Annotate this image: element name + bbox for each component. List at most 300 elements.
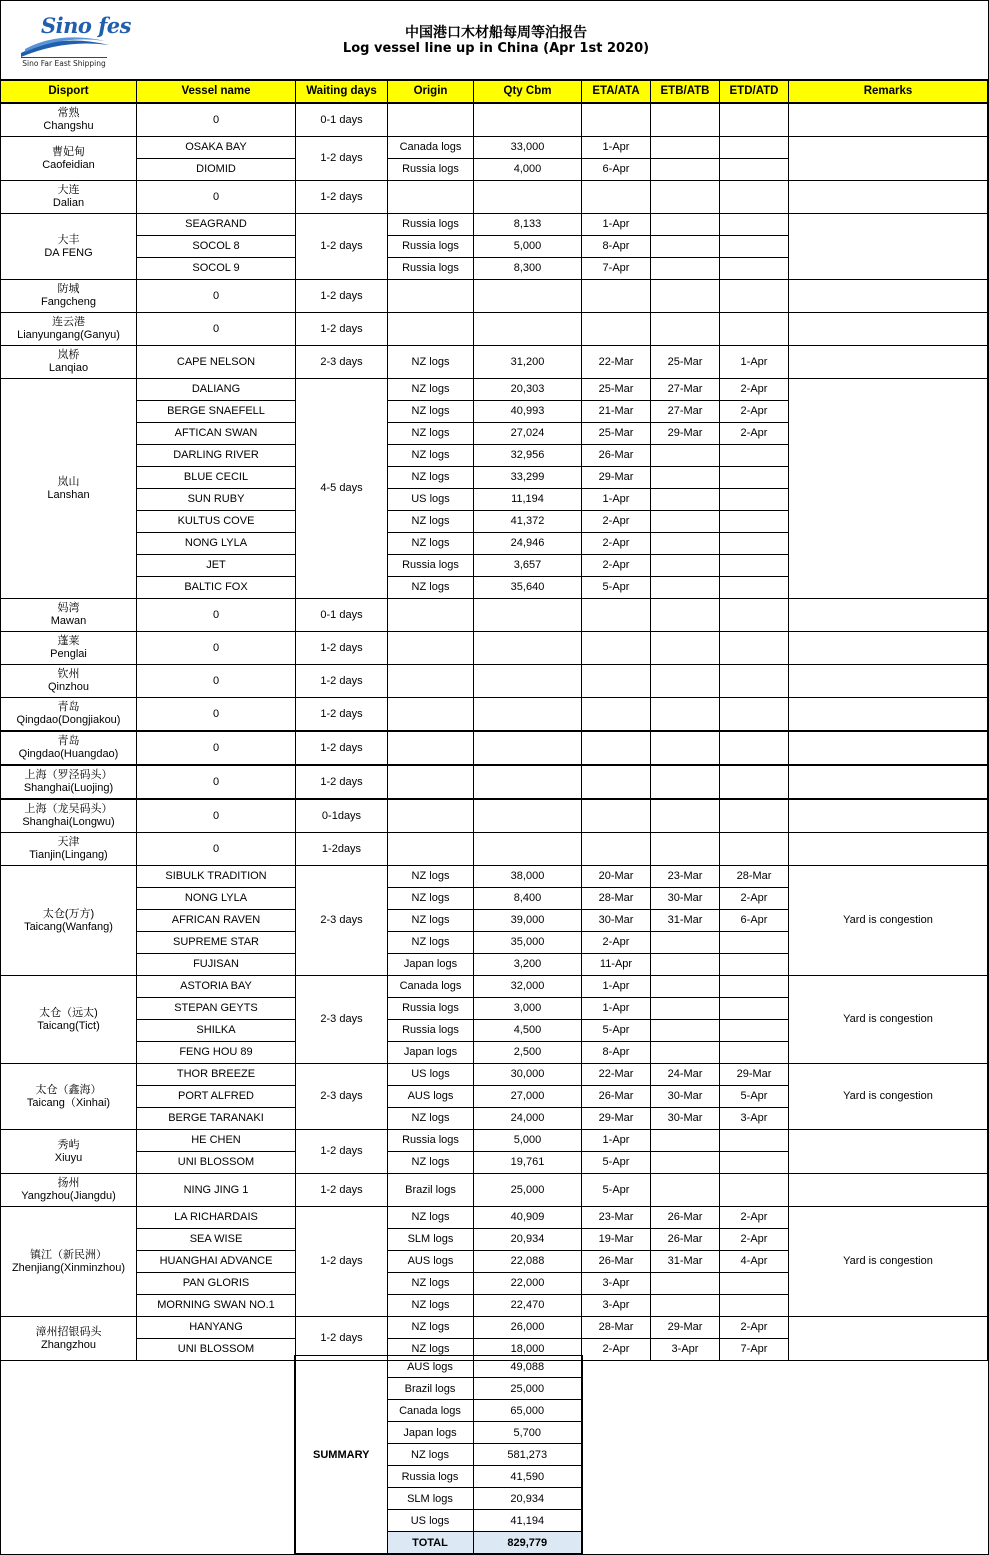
etb-cell: 27-Mar (651, 379, 720, 401)
etd-cell (720, 313, 789, 346)
eta-cell: 7-Apr (582, 258, 651, 280)
etd-cell (720, 632, 789, 665)
disport-name-cn: 大丰 (57, 233, 80, 246)
etd-cell: 5-Apr (720, 1086, 789, 1108)
qty-cell (474, 103, 582, 137)
vessel-name-cell: NING JING 1 (137, 1174, 296, 1207)
etb-cell: 30-Mar (651, 1108, 720, 1130)
eta-cell: 8-Apr (582, 236, 651, 258)
disport-name-en: Yangzhou(Jiangdu) (21, 1190, 116, 1202)
logo-subtitle: Sino Far East Shipping (22, 59, 106, 68)
waiting-days-cell: 1-2 days (296, 280, 388, 313)
vessel-name-cell: PORT ALFRED (137, 1086, 296, 1108)
disport-cell (1, 1064, 137, 1130)
table-row (1, 833, 988, 866)
etd-cell: 2-Apr (720, 1229, 789, 1251)
qty-cell: 26,000 (474, 1317, 582, 1339)
qty-cell (474, 632, 582, 665)
etb-cell (651, 159, 720, 181)
waiting-days-cell: 2-3 days (296, 866, 388, 976)
table-row (1, 103, 988, 137)
eta-cell (582, 632, 651, 665)
disport-name-en: Zhangzhou (40, 1338, 97, 1351)
origin-cell: NZ logs (388, 379, 474, 401)
origin-cell: NZ logs (388, 511, 474, 533)
etb-cell (651, 665, 720, 698)
etd-cell: 2-Apr (720, 1207, 789, 1229)
disport-name-en: Taicang(Wanfang) (24, 920, 113, 933)
vessel-name-cell: SUPREME STAR (137, 932, 296, 954)
etb-cell: 30-Mar (651, 1086, 720, 1108)
etb-cell (651, 181, 720, 214)
etd-cell (720, 137, 789, 159)
waiting-days-cell: 1-2 days (296, 1174, 388, 1207)
table-row (1, 799, 988, 833)
disport-name-cn: 上海（龙吴码头） (24, 803, 113, 815)
etb-cell (651, 1020, 720, 1042)
remarks-cell: Yard is congestion (789, 866, 988, 976)
vessel-name-cell: PAN GLORIS (137, 1273, 296, 1295)
qty-cell: 41,372 (474, 511, 582, 533)
qty-cell: 2,500 (474, 1042, 582, 1064)
summary-qty: 49,088 (473, 1356, 582, 1378)
etd-cell (720, 731, 789, 765)
qty-cell: 8,300 (474, 258, 582, 280)
summary-table (294, 1355, 583, 1555)
disport-cell (1, 731, 137, 765)
disport-cell (1, 1207, 137, 1317)
eta-cell (582, 599, 651, 632)
origin-cell (388, 103, 474, 137)
eta-cell (582, 313, 651, 346)
remarks-cell (789, 313, 988, 346)
etd-cell (720, 445, 789, 467)
vessel-name-cell: 0 (137, 313, 296, 346)
etd-cell (720, 159, 789, 181)
etd-cell: 2-Apr (720, 401, 789, 423)
summary-origin: Brazil logs (387, 1378, 473, 1400)
disport-name-cn: 蓬莱 (57, 635, 80, 647)
etd-cell (720, 533, 789, 555)
table-row (1, 280, 988, 313)
qty-cell (474, 799, 582, 833)
waiting-days-cell: 1-2days (296, 833, 388, 866)
vessel-name-cell: STEPAN GEYTS (137, 998, 296, 1020)
table-row (1, 632, 988, 665)
table-row (1, 599, 988, 632)
vessel-name-cell: BALTIC FOX (137, 577, 296, 599)
eta-cell: 26-Mar (582, 1086, 651, 1108)
disport-name-cn: 漳州招银码头 (35, 1325, 102, 1338)
disport-name-cn: 秀屿 (57, 1138, 80, 1151)
origin-cell: NZ logs (388, 401, 474, 423)
waiting-days-cell: 2-3 days (296, 1064, 388, 1130)
disport-cell (1, 313, 137, 346)
disport-name-cn: 防城 (57, 283, 80, 295)
qty-cell: 20,303 (474, 379, 582, 401)
etd-cell (720, 698, 789, 732)
disport-name-en: Shanghai(Luojing) (23, 782, 114, 794)
remarks-cell (789, 833, 988, 866)
vessel-name-cell: AFTICAN SWAN (137, 423, 296, 445)
disport-cell (1, 137, 137, 181)
disport-name-en: Caofeidian (42, 158, 95, 171)
etb-cell (651, 236, 720, 258)
etb-cell (651, 214, 720, 236)
origin-cell (388, 665, 474, 698)
disport-name-cn: 太仓（远太) (39, 1006, 98, 1019)
etd-cell (720, 765, 789, 799)
remarks-cell: Yard is congestion (789, 976, 988, 1064)
eta-cell: 25-Mar (582, 379, 651, 401)
remarks-cell: Yard is congestion (789, 1064, 988, 1130)
col-header-remarks: Remarks (789, 80, 988, 103)
qty-cell (474, 698, 582, 732)
disport-name-cn: 青岛 (57, 701, 80, 713)
disport-cell (1, 1317, 137, 1361)
etb-cell: 31-Mar (651, 1251, 720, 1273)
remarks-cell (789, 665, 988, 698)
origin-cell (388, 731, 474, 765)
qty-cell (474, 313, 582, 346)
table-row (1, 1174, 988, 1207)
vessel-name-cell: BLUE CECIL (137, 467, 296, 489)
qty-cell: 3,657 (474, 555, 582, 577)
table-row (1, 214, 988, 236)
qty-cell: 35,640 (474, 577, 582, 599)
origin-cell: Russia logs (388, 1130, 474, 1152)
remarks-cell (789, 799, 988, 833)
summary-origin: NZ logs (387, 1444, 473, 1466)
table-row (1, 181, 988, 214)
vessel-name-cell: 0 (137, 632, 296, 665)
remarks-cell: Yard is congestion (789, 1207, 988, 1317)
disport-name-cn: 扬州 (57, 1177, 80, 1189)
eta-cell: 22-Mar (582, 346, 651, 379)
disport-cell (1, 379, 137, 599)
vessel-name-cell: DIOMID (137, 159, 296, 181)
vessel-name-cell: UNI BLOSSOM (137, 1152, 296, 1174)
origin-cell: AUS logs (388, 1251, 474, 1273)
disport-name-en: Penglai (50, 648, 87, 660)
eta-cell: 23-Mar (582, 1207, 651, 1229)
etd-cell (720, 954, 789, 976)
remarks-cell (789, 346, 988, 379)
origin-cell (388, 632, 474, 665)
eta-cell: 5-Apr (582, 1020, 651, 1042)
qty-cell: 32,000 (474, 976, 582, 998)
eta-cell (582, 665, 651, 698)
etb-cell (651, 632, 720, 665)
col-header-waiting: Waiting days (296, 80, 388, 103)
disport-name-cn: 青岛 (57, 735, 80, 747)
eta-cell: 28-Mar (582, 1317, 651, 1339)
etb-cell (651, 280, 720, 313)
qty-cell: 33,299 (474, 467, 582, 489)
vessel-name-cell: BERGE TARANAKI (137, 1108, 296, 1130)
vessel-name-cell: AFRICAN RAVEN (137, 910, 296, 932)
etb-cell (651, 1174, 720, 1207)
vessel-name-cell: SEAGRAND (137, 214, 296, 236)
remarks-cell (789, 214, 988, 280)
etd-cell (720, 932, 789, 954)
remarks-cell (789, 137, 988, 181)
etb-cell (651, 1273, 720, 1295)
eta-cell: 1-Apr (582, 214, 651, 236)
eta-cell: 2-Apr (582, 555, 651, 577)
origin-cell (388, 799, 474, 833)
etd-cell (720, 665, 789, 698)
vessel-lineup-table (0, 79, 988, 1361)
origin-cell: NZ logs (388, 1273, 474, 1295)
vessel-name-cell: SUN RUBY (137, 489, 296, 511)
qty-cell: 5,000 (474, 1130, 582, 1152)
eta-cell (582, 731, 651, 765)
etd-cell (720, 181, 789, 214)
etb-cell (651, 765, 720, 799)
vessel-name-cell: DARLING RIVER (137, 445, 296, 467)
origin-cell: US logs (388, 489, 474, 511)
qty-cell: 4,000 (474, 159, 582, 181)
qty-cell: 11,194 (474, 489, 582, 511)
waiting-days-cell: 1-2 days (296, 665, 388, 698)
etd-cell (720, 1042, 789, 1064)
col-header-etb: ETB/ATB (651, 80, 720, 103)
etb-cell: 24-Mar (651, 1064, 720, 1086)
etd-cell (720, 577, 789, 599)
col-header-origin: Origin (388, 80, 474, 103)
disport-cell (1, 280, 137, 313)
summary-qty: 41,194 (473, 1510, 582, 1532)
waiting-days-cell: 1-2 days (296, 313, 388, 346)
origin-cell: NZ logs (388, 445, 474, 467)
disport-name-cn: 钦州 (57, 668, 80, 680)
etb-cell (651, 103, 720, 137)
origin-cell (388, 698, 474, 732)
etb-cell (651, 1042, 720, 1064)
disport-name-cn: 岚山 (57, 475, 80, 488)
disport-cell (1, 632, 137, 665)
etb-cell (651, 954, 720, 976)
origin-cell: NZ logs (388, 1317, 474, 1339)
qty-cell: 38,000 (474, 866, 582, 888)
disport-cell (1, 214, 137, 280)
etd-cell: 4-Apr (720, 1251, 789, 1273)
vessel-name-cell: HANYANG (137, 1317, 296, 1339)
etd-cell: 2-Apr (720, 888, 789, 910)
remarks-cell (789, 1174, 988, 1207)
etd-cell: 6-Apr (720, 910, 789, 932)
disport-name-en: Mawan (50, 615, 87, 627)
eta-cell (582, 698, 651, 732)
summary-row (295, 1356, 582, 1378)
disport-name-cn: 大连 (57, 184, 80, 196)
vessel-name-cell: THOR BREEZE (137, 1064, 296, 1086)
waiting-days-cell: 0-1 days (296, 599, 388, 632)
vessel-name-cell: 0 (137, 181, 296, 214)
etd-cell (720, 1020, 789, 1042)
qty-cell: 22,470 (474, 1295, 582, 1317)
table-header-row (1, 80, 988, 103)
origin-cell: Russia logs (388, 236, 474, 258)
etb-cell (651, 511, 720, 533)
waiting-days-cell: 1-2 days (296, 214, 388, 280)
table-row (1, 866, 988, 888)
vessel-name-cell: DALIANG (137, 379, 296, 401)
qty-cell: 18,000 (474, 1339, 582, 1361)
disport-name-en: Taicang（Xinhai) (26, 1096, 111, 1109)
eta-cell: 26-Mar (582, 445, 651, 467)
eta-cell (582, 799, 651, 833)
etb-cell: 3-Apr (651, 1339, 720, 1361)
report-title-en: Log vessel line up in China (Apr 1st 2020) (342, 41, 650, 56)
table-row (1, 731, 988, 765)
origin-cell: NZ logs (388, 346, 474, 379)
vessel-name-cell: OSAKA BAY (137, 137, 296, 159)
disport-name-en: Lanshan (47, 488, 90, 501)
qty-cell: 4,500 (474, 1020, 582, 1042)
etb-cell (651, 599, 720, 632)
origin-cell: Russia logs (388, 998, 474, 1020)
qty-cell: 27,000 (474, 1086, 582, 1108)
eta-cell: 1-Apr (582, 489, 651, 511)
origin-cell: NZ logs (388, 1295, 474, 1317)
remarks-cell (789, 765, 988, 799)
vessel-name-cell: 0 (137, 731, 296, 765)
vessel-name-cell: SHILKA (137, 1020, 296, 1042)
origin-cell: NZ logs (388, 1152, 474, 1174)
etb-cell (651, 1130, 720, 1152)
qty-cell: 24,000 (474, 1108, 582, 1130)
etd-cell (720, 280, 789, 313)
logo-wordmark: Sino fes (41, 13, 131, 38)
waiting-days-cell: 2-3 days (296, 346, 388, 379)
etb-cell (651, 489, 720, 511)
table-row (1, 313, 988, 346)
eta-cell (582, 181, 651, 214)
eta-cell: 6-Apr (582, 159, 651, 181)
etb-cell: 25-Mar (651, 346, 720, 379)
etb-cell: 30-Mar (651, 888, 720, 910)
table-row (1, 1130, 988, 1152)
etb-cell (651, 445, 720, 467)
qty-cell (474, 280, 582, 313)
disport-name-en: Shanghai(Longwu) (22, 816, 115, 828)
eta-cell: 1-Apr (582, 998, 651, 1020)
disport-cell (1, 1174, 137, 1207)
etd-cell (720, 1152, 789, 1174)
vessel-name-cell: 0 (137, 765, 296, 799)
eta-cell (582, 280, 651, 313)
summary-qty: 65,000 (473, 1400, 582, 1422)
etd-cell (720, 258, 789, 280)
origin-cell (388, 599, 474, 632)
eta-cell (582, 833, 651, 866)
summary-total-qty: 829,779 (473, 1532, 582, 1555)
summary-origin: Russia logs (387, 1466, 473, 1488)
table-row (1, 346, 988, 379)
table-row (1, 379, 988, 401)
summary-label: SUMMARY (295, 1356, 387, 1555)
origin-cell: Russia logs (388, 258, 474, 280)
vessel-name-cell: 0 (137, 698, 296, 732)
remarks-cell (789, 1317, 988, 1361)
summary-qty: 25,000 (473, 1378, 582, 1400)
col-header-qty: Qty Cbm (474, 80, 582, 103)
disport-name-en: Fangcheng (40, 296, 97, 308)
eta-cell: 30-Mar (582, 910, 651, 932)
disport-name-cn: 常熟 (57, 107, 80, 119)
qty-cell: 25,000 (474, 1174, 582, 1207)
vessel-name-cell: NONG LYLA (137, 888, 296, 910)
origin-cell (388, 181, 474, 214)
qty-cell: 30,000 (474, 1064, 582, 1086)
disport-name-en: Xiuyu (54, 1151, 83, 1164)
summary-origin: AUS logs (387, 1356, 473, 1378)
etb-cell: 26-Mar (651, 1229, 720, 1251)
disport-name-en: Zhenjiang(Xinminzhou) (11, 1261, 126, 1274)
summary-body (295, 1356, 582, 1555)
eta-cell (582, 765, 651, 799)
summary-total-label: TOTAL (387, 1532, 473, 1555)
table-row (1, 137, 988, 159)
eta-cell: 5-Apr (582, 1152, 651, 1174)
disport-cell (1, 765, 137, 799)
disport-cell (1, 976, 137, 1064)
origin-cell: Canada logs (388, 137, 474, 159)
vessel-name-cell: CAPE NELSON (137, 346, 296, 379)
qty-cell: 22,000 (474, 1273, 582, 1295)
waiting-days-cell: 1-2 days (296, 137, 388, 181)
etb-cell (651, 258, 720, 280)
disport-name-en: Taicang(Tict) (37, 1019, 100, 1032)
remarks-cell (789, 379, 988, 599)
qty-cell: 39,000 (474, 910, 582, 932)
eta-cell: 22-Mar (582, 1064, 651, 1086)
eta-cell: 28-Mar (582, 888, 651, 910)
etd-cell (720, 214, 789, 236)
table-row (1, 1207, 988, 1229)
origin-cell: SLM logs (388, 1229, 474, 1251)
etb-cell: 23-Mar (651, 866, 720, 888)
vessel-name-cell: 0 (137, 833, 296, 866)
disport-name-en: Lanqiao (48, 362, 89, 374)
summary-qty: 20,934 (473, 1488, 582, 1510)
disport-cell (1, 599, 137, 632)
qty-cell: 35,000 (474, 932, 582, 954)
remarks-cell (789, 698, 988, 732)
remarks-cell (789, 599, 988, 632)
eta-cell: 26-Mar (582, 1251, 651, 1273)
etd-cell (720, 103, 789, 137)
vessel-name-cell: SOCOL 8 (137, 236, 296, 258)
qty-cell: 22,088 (474, 1251, 582, 1273)
eta-cell: 25-Mar (582, 423, 651, 445)
disport-cell (1, 181, 137, 214)
etb-cell: 29-Mar (651, 423, 720, 445)
etb-cell (651, 698, 720, 732)
origin-cell: NZ logs (388, 866, 474, 888)
etb-cell (651, 577, 720, 599)
remarks-cell (789, 632, 988, 665)
etd-cell: 2-Apr (720, 379, 789, 401)
qty-cell (474, 731, 582, 765)
etb-cell: 26-Mar (651, 1207, 720, 1229)
vessel-name-cell: JET (137, 555, 296, 577)
etd-cell: 1-Apr (720, 346, 789, 379)
origin-cell: Russia logs (388, 555, 474, 577)
disport-cell (1, 103, 137, 137)
